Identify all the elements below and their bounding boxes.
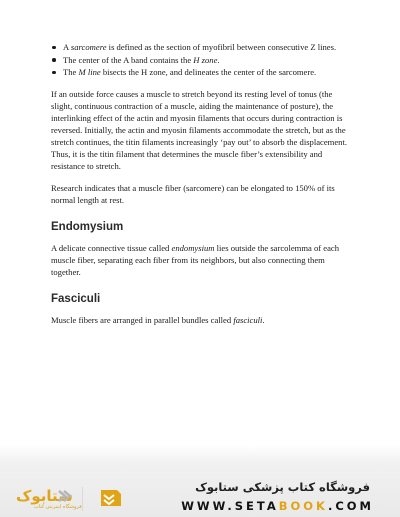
paragraph-text: .: [262, 315, 265, 325]
term-emphasis: M line: [78, 67, 101, 77]
paragraph-text: lies outside the sarcolemma of each muscle fiber, separating each fiber from its neighbors, but also connecting them together.: [51, 243, 340, 277]
paragraph-endomysium: [51, 242, 351, 278]
paragraph-stretch: If an outside force causes a muscle to stretch beyond its resting level of tonus (the slight, continuous contraction of a muscle, aiding the maintenance of posture), the interlinking effect of the actin and myosin filaments that occurs during contraction is reversed. Initially, the actin and myosin filaments accommodate the stretch, but as the stretch continues, the titin filaments increasingly ‘pay out’ to absorb the displacement. Thus, it is the titin filament that determines the muscle fiber’s extensibility and resistance to stretch.: [51, 89, 348, 171]
bullet-list: [51, 41, 351, 78]
bullet-text: The: [63, 67, 79, 77]
bullet-item: [51, 41, 351, 53]
bullet-item: [51, 66, 351, 78]
bullet-item: [51, 54, 351, 66]
footer-divider: [82, 487, 83, 511]
paragraph-elongation: Research indicates that a muscle fiber (sarcomere) can be elongated to 150% of its normal length at rest.: [51, 183, 335, 205]
book-badge-icon: [98, 485, 124, 511]
term-emphasis: endomysium: [171, 243, 215, 253]
bullet-text: The center of the A band contains the: [63, 54, 194, 65]
url-part: WWW.SETA: [181, 499, 279, 513]
logo-wordmark: ستابوک: [16, 487, 73, 505]
term-emphasis: fasciculi: [233, 315, 263, 325]
url-accent: BOOK: [278, 499, 328, 513]
logo-tagline: فروشگاه اینترنتی کتاب: [34, 504, 82, 510]
bullet-text: is defined as the section of myofibril between consecutive Z lines.: [106, 42, 337, 52]
bullet-text: bisects the H zone, and delineates the center of the sarcomere.: [100, 67, 317, 77]
store-name: فروشگاه کتاب پزشکی ستابوک: [195, 480, 370, 494]
paragraph-text: Muscle fibers are arranged in parallel bundles called: [51, 315, 234, 325]
term-emphasis: H zone: [193, 54, 218, 65]
paragraph-text: A delicate connective tissue called: [51, 243, 172, 253]
bullet-text: .: [217, 54, 220, 65]
paragraph-fasciculi: [51, 314, 351, 326]
url-part: .COM: [327, 499, 374, 513]
term-emphasis: sarcomere: [70, 42, 107, 52]
page-content: [51, 41, 351, 326]
section-heading-fasciculi: Fasciculi: [51, 293, 101, 305]
store-url-link[interactable]: [181, 499, 374, 513]
section-heading-endomysium: Endomysium: [51, 221, 124, 233]
bullet-text: A: [63, 42, 71, 52]
